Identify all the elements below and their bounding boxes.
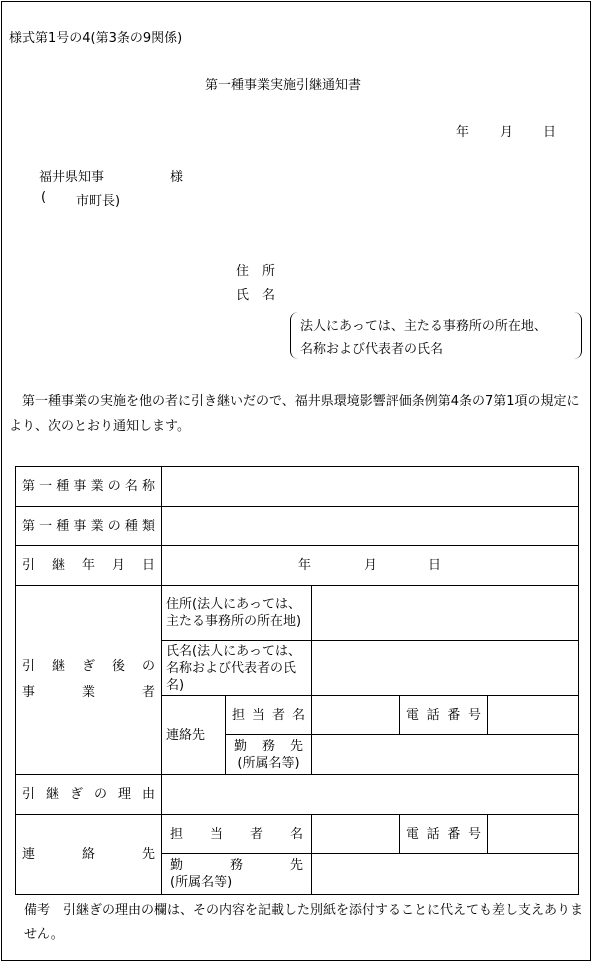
project-type-field[interactable] <box>162 507 579 546</box>
addressee-honorific: 様 <box>170 170 184 185</box>
notification-table <box>15 466 579 895</box>
transfer-date-month: 月 <box>364 558 378 573</box>
reason-label: 引継ぎの理由 <box>16 775 162 815</box>
sender-note-line1: 法人にあっては、主たる事務所の所在地、 <box>300 319 547 334</box>
note-text: 備考 引継ぎの理由の欄は、その内容を記載した別紙を添付することに代えても差し支えありません。 <box>24 903 584 942</box>
date-day: 日 <box>543 125 557 140</box>
transfer-date-label: 引継年月日 <box>16 546 162 586</box>
successor-contact-label: 連絡先 <box>162 696 226 775</box>
contact-workplace-label: 勤 務 先 (所属名等) <box>162 854 312 895</box>
transfer-date-field[interactable] <box>162 546 579 586</box>
date-year: 年 <box>456 125 470 140</box>
successor-name-field[interactable] <box>312 641 579 696</box>
body-text: 第一種事業の実施を他の者に引き継いだので、福井県環境影響評価条例第4条の7第1項の規定により、次のとおり通知します。 <box>9 394 580 434</box>
contact-label: 連絡先 <box>16 815 162 895</box>
successor-phone-field[interactable] <box>488 696 579 735</box>
reason-field[interactable] <box>162 775 579 815</box>
successor-label-line2: 事 業 者 <box>22 685 155 700</box>
addressee-governor: 福井県知事 <box>39 170 105 185</box>
successor-person-label: 担当者名 <box>226 696 312 735</box>
successor-workplace-sub: (所属名等) <box>237 755 300 771</box>
contact-phone-field[interactable] <box>488 815 579 854</box>
sender-address-label: 住 所 <box>236 264 276 279</box>
contact-person-field[interactable] <box>312 815 400 854</box>
successor-label-line1: 引 継 ぎ 後 の <box>22 659 155 674</box>
addressee-paren: ( <box>41 190 47 205</box>
contact-phone-label: 電話番号 <box>400 815 488 854</box>
successor-name-desc: 氏名(法人にあっては、名称および代表者の氏名) <box>162 641 312 696</box>
transfer-date-year: 年 <box>298 558 312 573</box>
addressee-mayor: 市町長) <box>76 194 121 209</box>
project-name-label: 第一種事業の名称 <box>16 467 162 507</box>
project-type-label: 第一種事業の種類 <box>16 507 162 546</box>
successor-workplace-field[interactable] <box>312 735 579 775</box>
date-month: 月 <box>500 125 514 140</box>
sender-name-label: 氏 名 <box>236 288 276 303</box>
successor-person-field[interactable] <box>312 696 400 735</box>
successor-workplace-label: 勤 務 先 (所属名等) <box>226 735 312 775</box>
transfer-date-day: 日 <box>428 558 442 573</box>
contact-workplace-sub: (所属名等) <box>170 875 233 890</box>
successor-address-field[interactable] <box>312 586 579 641</box>
sender-note-line2: 名称および代表者の氏名 <box>300 342 444 357</box>
contact-person-label: 担当者名 <box>162 815 312 854</box>
page-title: 第一種事業実施引継通知書 <box>205 78 362 93</box>
contact-workplace-field[interactable] <box>312 854 579 895</box>
form-number: 様式第1号の4(第3条の9関係) <box>9 31 183 46</box>
successor-phone-label: 電話番号 <box>400 696 488 735</box>
project-name-field[interactable] <box>162 467 579 507</box>
successor-address-desc: 住所(法人にあっては、主たる事務所の所在地) <box>162 586 312 641</box>
successor-label <box>16 586 162 775</box>
